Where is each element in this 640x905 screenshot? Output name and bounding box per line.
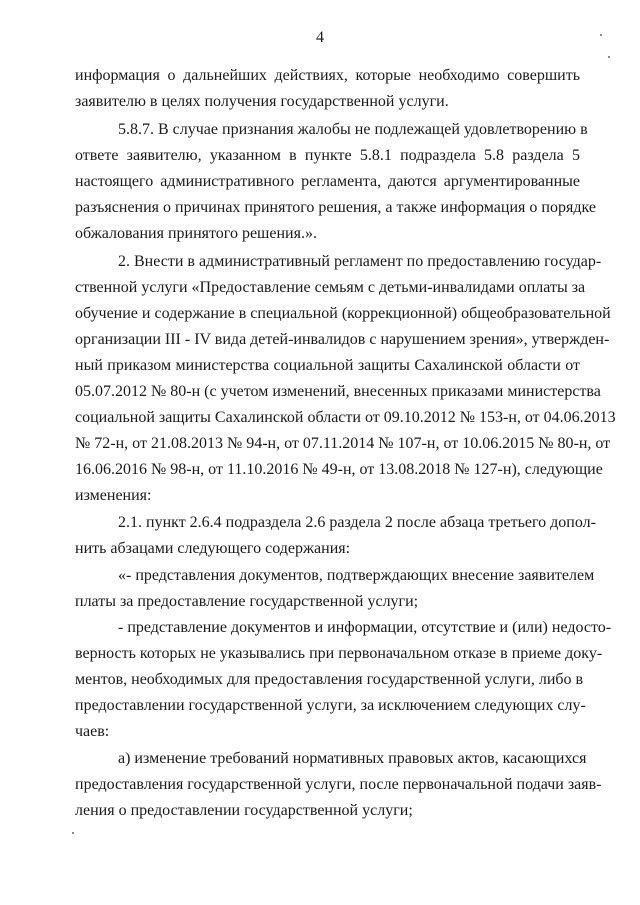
paragraph-1-line-1: информация о дальнейших действиях, которые необходимо совершить (75, 67, 580, 84)
paragraph-5-line-1: «- представления документов, подтверждающих внесение заявителем (118, 567, 595, 584)
paragraph-6-line-1: - представление документов и информации, отсутствие и (или) недосто- (118, 619, 612, 636)
paragraph-6-line-4: предоставлении государственной услуги, за исключением следующих слу- (75, 697, 586, 714)
paragraph-3-line-3: обучение и содержание в специальной (коррекционной) общеобразовательной (75, 305, 611, 322)
paragraph-3-line-4: организации III - IV вида детей-инвалидов с нарушением зрения», утвержден- (75, 331, 610, 348)
paragraph-4-line-2: нить абзацами следующего содержания: (75, 540, 351, 557)
scan-speck (608, 56, 610, 58)
paragraph-3-line-8: № 72-н, от 21.08.2013 № 94-н, от 07.11.2014 № 107-н, от 10.06.2015 № 80-н, от (75, 435, 611, 452)
paragraph-1-line-2: заявителю в целях получения государственной услуги. (75, 93, 449, 110)
paragraph-3-line-5: ный приказом министерства социальной защиты Сахалинской области от (75, 357, 580, 374)
paragraph-3-line-10: изменения: (75, 487, 152, 504)
scan-speck (72, 832, 74, 834)
paragraph-5-line-2: платы за предоставление государственной услуги; (75, 593, 419, 610)
paragraph-7-line-1: а) изменение требований нормативных правовых актов, касающихся (118, 750, 587, 767)
paragraph-3-line-6: 05.07.2012 № 80-н (с учетом изменений, внесенных приказами министерства (75, 383, 601, 400)
paragraph-3-line-2: ственной услуги «Предоставление семьям с детьми-инвалидами оплаты за (75, 279, 586, 296)
paragraph-2-line-3: настоящего административного регламента, даются аргументированные (75, 173, 580, 190)
paragraph-6-line-5: чаев: (75, 723, 110, 740)
paragraph-2-line-5: обжалования принятого решения.». (75, 225, 317, 242)
paragraph-7-line-3: ления о предоставлении государственной услуги; (75, 802, 413, 819)
paragraph-2-line-1: 5.8.7. В случае признания жалобы не подлежащей удовлетворению в (118, 121, 588, 138)
paragraph-7-line-2: предоставления государственной услуги, после первоначальной подачи заяв- (75, 776, 602, 793)
paragraph-3-line-1: 2. Внести в административный регламент по предоставлению государ- (118, 253, 602, 270)
scan-speck (600, 34, 602, 36)
paragraph-6-line-2: верность которых не указывались при первоначальном отказе в приеме доку- (75, 645, 603, 662)
paragraph-4-line-1: 2.1. пункт 2.6.4 подраздела 2.6 раздела 2 после абзаца третьего допол- (118, 514, 596, 531)
paragraph-2-line-2: ответе заявителю, указанном в пункте 5.8.1 подраздела 5.8 раздела 5 (75, 147, 580, 164)
paragraph-3-line-7: социальной защиты Сахалинской области от 09.10.2012 № 153-н, от 04.06.2013 (75, 409, 616, 426)
paragraph-3-line-9: 16.06.2016 № 98-н, от 11.10.2016 № 49-н, от 13.08.2018 № 127-н), следующие (75, 461, 603, 478)
paragraph-6-line-3: ментов, необходимых для предоставления государственной услуги, либо в (75, 671, 584, 688)
paragraph-2-line-4: разъяснения о причинах принятого решения, а также информация о порядке (75, 199, 596, 216)
page-number: 4 (316, 29, 324, 46)
